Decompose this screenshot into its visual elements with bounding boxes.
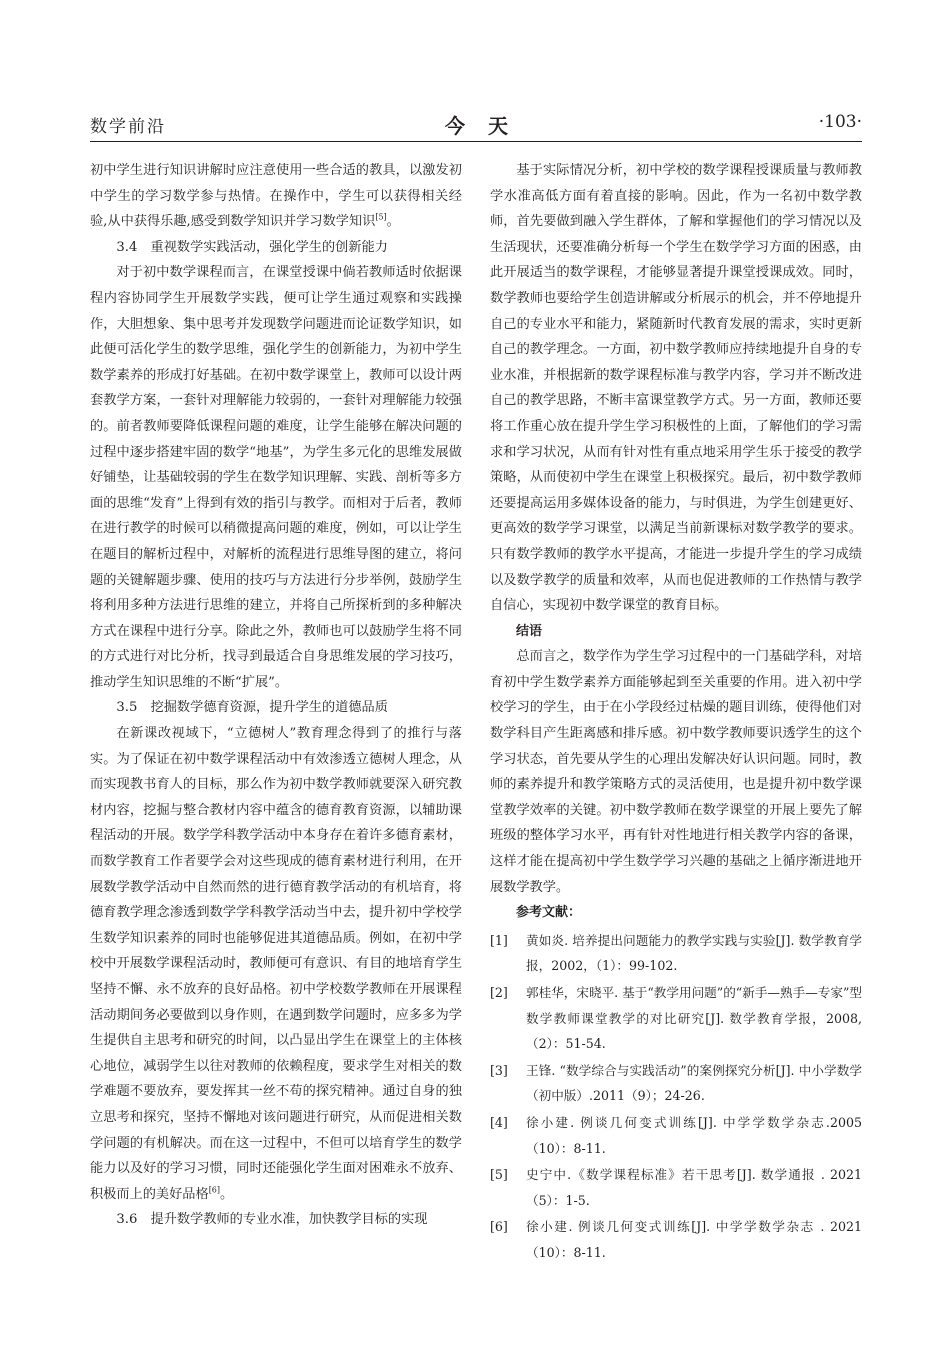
references-list — [490, 928, 862, 1266]
reference-text: 郭桂华，宋晓平. 基于“教学用问题”的“新手—熟手—专家”型数学教师课堂教学的对比研究[J]. 数学教育学报，2008,（2）：51-54. — [526, 985, 863, 1052]
journal-section-name: 数学前沿 — [90, 117, 166, 137]
reference-text: 王锋. “数学综合与实践活动”的案例探究分析[J]. 中小学数学（初中版）.2011（9）；24-26. — [526, 1062, 862, 1104]
section-heading-3-4: 3.4 重视数学实践活动，强化学生的创新能力 — [116, 239, 388, 255]
reference-item — [490, 1110, 862, 1161]
section-heading-3-6: 3.6 提升数学教师的专业水准，加快教学目标的实现 — [116, 1212, 428, 1228]
reference-item — [490, 1162, 862, 1213]
paragraph-conclusion: 总而言之，数学作为学生学习过程中的一门基础学科，对培育初中学生数学素养方面能够起到至关重要的作用。进入初中学校学习的学生，由于在小学段经过枯燥的题目训练，使得他们对数学科目产生距离感和排斥感。初中数学教师要识透学生的这个学习状态，首先要从学生的心理出发解决好认识问题。同时，教师的素养提升和教学策略方式的灵活使用，也是提升初中数学课堂教学效率的关键。初中数学教师在数学课堂的开展上要先了解班级的整体学习水平，再有针对性地进行相关教学内容的备课，这样才能在提高初中学生数学学习兴趣的基础之上循序渐进地开展数学教学。 — [490, 649, 862, 895]
header-rule — [90, 141, 862, 142]
paragraph-moral-end: 。 — [220, 1186, 234, 1202]
section-heading-3-5: 3.5 挖掘数学德育资源，提升学生的道德品质 — [116, 700, 388, 716]
reference-number: [2] — [490, 985, 508, 1000]
reference-item — [490, 980, 862, 1057]
reference-item — [490, 928, 862, 979]
paragraph-moral — [90, 721, 462, 1207]
reference-number: [3] — [490, 1062, 508, 1078]
citation-5: [5] — [375, 212, 387, 222]
publication-title: 今 天 — [445, 114, 516, 138]
paragraph-practice: 对于初中数学课程而言，在课堂授课中倘若教师适时依据课程内容协同学生开展数学实践，便可让学生通过观察和实践操作，大胆想象、集中思考并发现数学问题进而论证数学知识，如此便可活化学生的数学思维，强化学生的创新能力，为初中学生数学素养的形成打好基础。在初中数学课堂上，教师可以设计两套教学方案，一套针对理解能力较弱的，一套针对理解能力较强的。前者教师要降低课程问题的难度，让学生能够在解决问题的过程中逐步搭建牢固的数学“地基”，为学生多元化的思维发展做好铺垫，让基础较弱的学生在数学知识理解、实践、剖析等多方面的思维“发育”上得到有效的指引与教学。而相对于后者，教师在进行教学的时候可以稍微提高问题的难度，例如，可以让学生在题目的解析过程中，对解析的流程进行思维导图的建立，将问题的关键解题步骤、使用的技巧与方法进行分步举例，鼓励学生将利用多种方法进行思维的建立，并将自己所探析到的多种解决方式在课程中进行分享。除此之外，教师也可以鼓励学生将不同的方式进行对比分析，找寻到最适合自身思维发展的学习技巧，推动学生知识思维的不断“扩展”。 — [90, 265, 462, 690]
reference-number: [6] — [490, 1219, 508, 1235]
citation-6: [6] — [208, 1185, 221, 1195]
reference-text: 徐小建. 例谈几何变式训练[J]. 中学学数学杂志 . 2021（10）：8-11. — [526, 1219, 862, 1260]
paragraph-intro — [90, 158, 462, 235]
reference-number: [5] — [490, 1167, 508, 1183]
reference-number: [1] — [490, 932, 508, 948]
reference-item — [490, 1058, 862, 1109]
reference-text: 黄如炎. 培养提出问题能力的教学实践与实验[J]. 数学教育学报，2002，（1）：99-102. — [526, 932, 862, 974]
paragraph-intro-text: 初中学生进行知识讲解时应注意使用一些合适的教具，以激发初中学生的学习数学参与热情。在操作中，学生可以获得相关经验,从中获得乐趣,感受到数学知识并学习数学知识 — [90, 163, 462, 230]
paragraph-moral-text: 在新课改视域下，“立德树人”教育理念得到了的推行与落实。为了保证在初中数学课程活动中有效渗透立德树人理念，从而实现教书育人的目标，那么作为初中数学教师就要深入研究教材内容，挖掘与整合教材内容中蕴含的德育教育资源，以辅助课程活动的开展。数学学科教学活动中本身存在着许多德育素材，而数学教育工作者要学会对这些现成的德育素材进行利用，在开展数学教学活动中自然而然的进行德育教学活动的有机培育，将德育教学理念渗透到数学学科教学活动当中去，提升初中学校学生数学知识素养的同时也能够促进其道德品质。例如，在初中学校中开展数学课程活动时，教师便可有意识、有目的地培育学生坚持不懈、永不放弃的良好品格。初中学校数学教师在开展课程活动期间务必要做到以身作则，在遇到数学问题时，应多多为学生提供自主思考和研究的时间，以凸显出学生在课堂上的主体核心地位，减弱学生以往对教师的依赖程度，要求学生对相关的数学难题不要放弃，要发挥其一丝不苟的探究精神。通过自身的独立思考和探究，坚持不懈地对该问题进行研究，从而促进相关数学问题的有机解决。而在这一过程中，不但可以培育学生的数学能力以及好的学习习惯，同时还能强化学生面对困难永不放弃、积极而上的美好品格 — [90, 726, 462, 1202]
reference-text: 徐小建. 例谈几何变式训练[J]. 中学学数学杂志.2005（10）：8-11. — [526, 1114, 862, 1156]
left-column — [90, 158, 462, 1233]
page-header — [90, 112, 862, 144]
right-column — [490, 158, 862, 1267]
references-heading: 参考文献： — [516, 905, 582, 921]
reference-number: [4] — [490, 1114, 508, 1130]
conclusion-heading: 结语 — [516, 623, 543, 639]
reference-text: 史宁中.《数学课程标准》若干思考[J]. 数学通报 . 2021（5）：1-5. — [526, 1167, 862, 1208]
page-number: ·103· — [818, 112, 862, 132]
paragraph-intro-end: 。 — [386, 214, 400, 230]
paragraph-teacher: 基于实际情况分析，初中学校的数学课程授课质量与教师教学水准高低方面有着直接的影响。因此，作为一名初中数学教师，首先要做到融入学生群体，了解和掌握他们的学习情况以及生活现状，还要准确分析每一个学生在数学学习方面的困惑，由此开展适当的数学课程，才能够显著提升课堂授课成效。同时，数学教师也要给学生创造讲解或分析展示的机会，并不停地提升自己的专业水平和能力，紧随新时代教育发展的需求，实时更新自己的教学理念。一方面，初中数学教师应持续地提升自身的专业水准，并根据新的数学课程标准与教学内容，学习并不断改进自己的教学思路，不断丰富课堂教学方式。另一方面，教师还要将工作重心放在提升学生学习积极性的上面，了解他们的学习需求和学习状况，从而有针对性有重点地采用学生乐于接受的教学策略，从而使初中学生在课堂上积极探究。最后，初中数学教师还要提高运用多媒体设备的能力，与时俱进，为学生创建更好、更高效的数学学习课堂，以满足当前新课标对数学教学的要求。只有数学教师的教学水平提高，才能进一步提升学生的学习成绩以及数学教学的质量和效率，从而也促进教师的工作热情与教学自信心，实现初中数学课堂的教育目标。 — [490, 163, 862, 614]
reference-item — [490, 1214, 862, 1265]
